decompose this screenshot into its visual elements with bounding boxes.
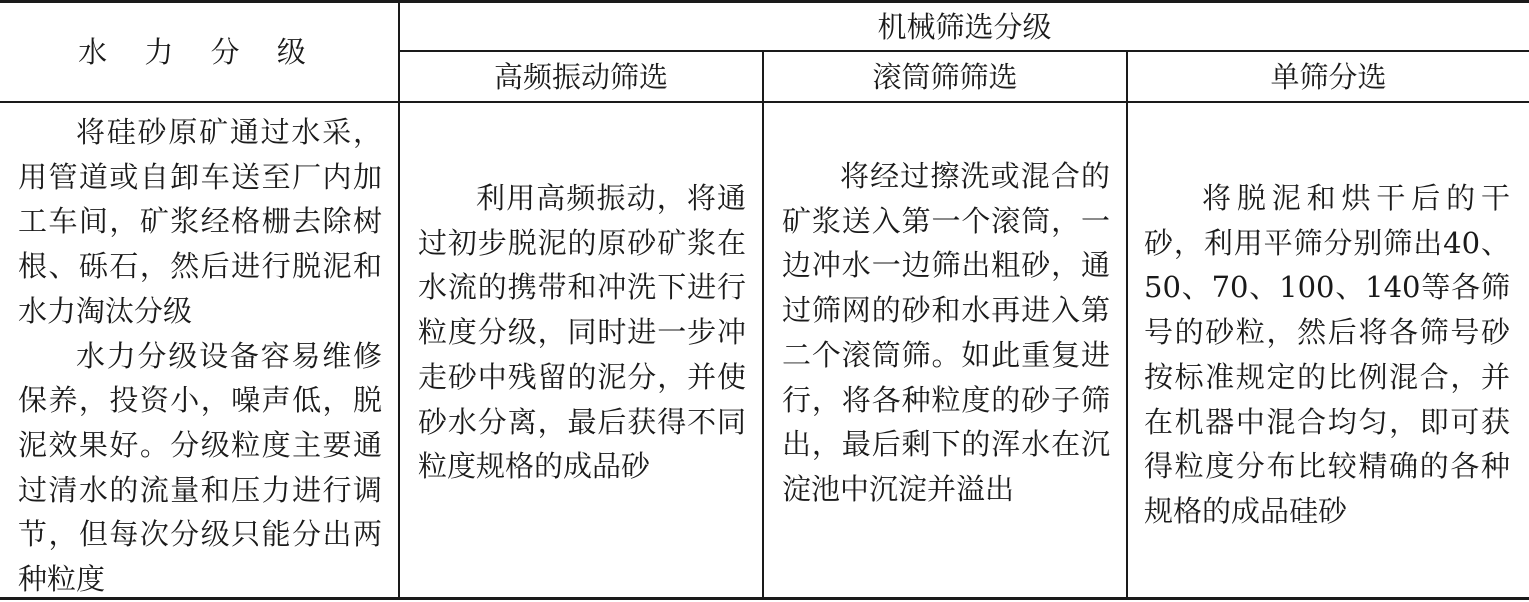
header-single-label: 单筛分选 [1270, 59, 1387, 94]
header-water-classification [0, 3, 398, 101]
header-mechanical-group [400, 3, 1529, 50]
cell-drum-screen [782, 154, 1110, 512]
water-paragraph-2: 水力分级设备容易维修保养，投资小，噪声低，脱泥效果好。分级粒度主要通过清水的流量和压力进行调节，但每次分级只能分出两种粒度 [18, 338, 382, 597]
header-bottom-border [0, 101, 1529, 103]
header-high-frequency-label: 高频振动筛选 [493, 59, 668, 94]
high-frequency-text: 利用高频振动，将通过初步脱泥的原砂矿浆在水流的携带和冲洗下进行粒度分级，同时进一步冲走砂中残留的泥分，并使砂水分离，最后获得不同粒度规格的成品砂 [418, 181, 746, 484]
cell-high-frequency [418, 176, 746, 489]
header-single-screen [1128, 52, 1529, 101]
header-mechanical-label: 机械筛选分级 [877, 9, 1052, 44]
water-paragraph-1: 将硅砂原矿通过水采，用管道或自卸车送至厂内加工车间，矿浆经格栅去除树根、砾石，然后进行脱泥和水力淘汰分级 [18, 115, 382, 328]
header-high-frequency [400, 52, 762, 101]
header-drum-screen [764, 52, 1126, 101]
header-drum-label: 滚筒筛筛选 [872, 59, 1018, 94]
single-screen-text: 将脱泥和烘干后的干砂，利用平筛分别筛出40、50、70、100、140等各筛号的砂粒，然后将各筛号砂按标准规定的比例混合，并在机器中混合均匀，即可获得粒度分布比较精确的各种规格的成品硅砂 [1144, 181, 1510, 528]
cell-water-classification [18, 110, 382, 602]
column-divider-2 [762, 50, 764, 600]
cell-single-screen [1144, 176, 1510, 534]
column-divider-3 [1126, 50, 1128, 600]
header-water-label: 水 力 分 级 [78, 35, 320, 69]
drum-text: 将经过擦洗或混合的矿浆送入第一个滚筒，一边冲水一边筛出粗砂，通过筛网的砂和水再进入第二个滚筒筛。如此重复进行，将各种粒度的砂子筛出，最后剩下的浑水在沉淀池中沉淀并溢出 [782, 159, 1110, 506]
